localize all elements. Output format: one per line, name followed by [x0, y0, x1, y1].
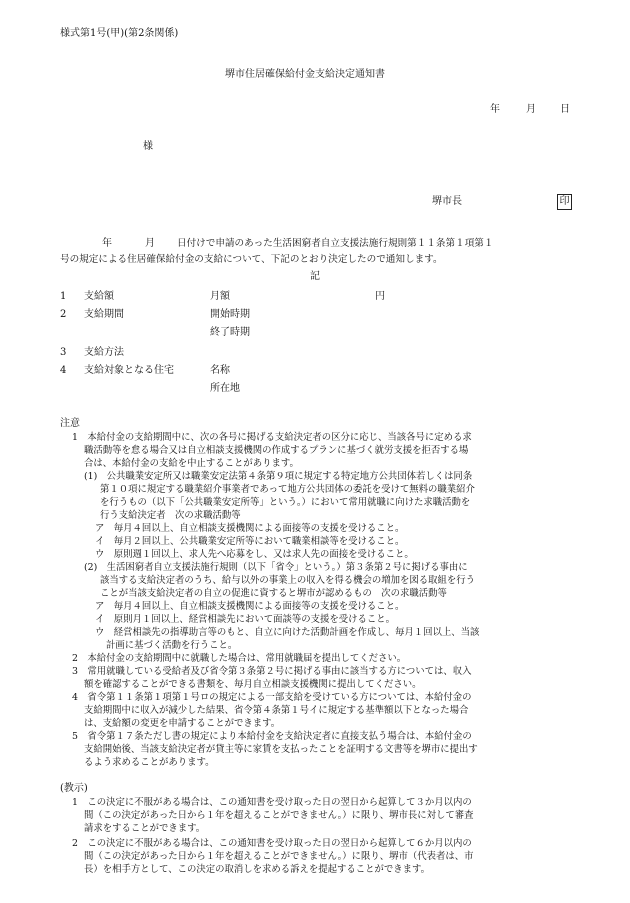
teaching-line: 1 この決定に不服がある場合は、この通知書を受け取った日の翌日から起算して３か月以内の [72, 797, 472, 808]
date-month: 月 [526, 104, 536, 115]
note-line: 額を確認することができる書類を、毎月自立相談支援機関に提出してください。 [84, 679, 422, 690]
item-label: 支給額 [84, 291, 114, 302]
item-label: 支給方法 [84, 347, 124, 358]
teaching-line: 間（この決定があった日から１年を超えることができません。）に限り、堺市長に対して審査 [84, 810, 474, 821]
note-line: 2 本給付金の支給期間中に就職した場合は、常用就職届を提出してください。 [72, 653, 407, 664]
note-line: るよう求めることがあります。 [84, 757, 215, 768]
note-line: 職活動等を怠る場合又は自立相談支援機関の作成するプランに基づく就労支援を拒否する場 [84, 445, 469, 456]
item-number: 4 [60, 365, 67, 376]
note-line: ア 毎月４回以上、自立相談支援機関による面接等の支援を受けること。 [95, 601, 405, 612]
note-line: 1 本給付金の支給期間中に、次の各号に掲げる支給決定者の区分に応じ、当該各号に定める求 [72, 432, 472, 443]
item-label: 支給期間 [84, 309, 124, 320]
note-line: 第１０項に規定する職業紹介事業者であって地方公共団体の委託を受けて無料の職業紹介 [100, 484, 475, 495]
intro-month: 月 [145, 238, 155, 249]
note-line: 計画に基づく活動を行うこと。 [106, 640, 238, 651]
item-yen: 円 [375, 291, 385, 302]
issuer: 堺市長 [432, 196, 462, 207]
note-line: 支給開始後、当該支給決定者が貸主等に家賃を支払ったことを証明する文書等を堺市に提出す [84, 744, 478, 755]
intro-line-1: 日付けで申請のあった生活困窮者自立支援法施行規則第１１条第１項第１ [177, 238, 494, 249]
note-line: は、支給額の変更を申請することができます。 [84, 718, 281, 729]
note-line: 合は、本給付金の支給を中止することがあります。 [84, 458, 299, 469]
intro-year: 年 [102, 238, 112, 249]
item-label: 支給対象となる住宅 [84, 365, 174, 376]
notes-heading: 注意 [60, 418, 80, 429]
item-number: 1 [60, 291, 67, 302]
note-line: ウ 経営相談先の指導助言等のもと、自立に向けた活動計画を作成し、毎月１回以上、当該 [95, 627, 480, 638]
note-line: 4 省令第１１条第１項第１号ロの規定による一部支給を受けている方については、本給付金の [72, 692, 472, 703]
item-value-2: 終了時期 [210, 327, 250, 338]
item-value: 月額 [210, 291, 230, 302]
note-line: ことが当該支給決定者の自立の促進に資すると堺市が認めるもの 次の求職活動等 [100, 588, 447, 599]
form-label: 様式第1号(甲)(第2条関係) [60, 28, 179, 39]
item-value: 開始時期 [210, 309, 250, 320]
addressee-suffix: 様 [143, 141, 153, 152]
note-line: ウ 原則週１回以上、求人先へ応募をし、又は求人先の面接を受けること。 [95, 549, 414, 560]
date-day: 日 [560, 104, 570, 115]
teaching-heading: (教示) [60, 783, 88, 794]
teaching-line: 2 この決定に不服がある場合は、この通知書を受け取った日の翌日から起算して６か月以内の [72, 838, 472, 849]
item-value-2: 所在地 [210, 383, 240, 394]
note-line: イ 原則月１回以上、経営相談先において面談等の支援を受けること。 [95, 614, 396, 625]
item-value: 名称 [210, 365, 230, 376]
item-number: 2 [60, 309, 67, 320]
note-line: (1) 公共職業安定所又は職業安定法第４条第９項に規定する特定地方公共団体若しくは同条 [84, 471, 473, 482]
note-line: 該当する支給決定者のうち、給与以外の事業上の収入を得る機会の増加を図る取組を行う [100, 575, 476, 586]
note-line: 行う支給決定者 次の求職活動等 [100, 510, 241, 521]
note-line: 3 常用就職している受給者及び省令第３条第２号に掲げる事由に該当する方については、収入 [72, 666, 472, 677]
item-number: 3 [60, 347, 67, 358]
note-line: を行うもの（以下「公共職業安定所等」という。）において常用就職に向けた求職活動を [100, 497, 471, 508]
teaching-line: 長）を相手方として、この決定の取消しを求める訴えを提起することができます。 [84, 864, 430, 875]
note-line: イ 毎月２回以上、公共職業安定所等において職業相談等を受けること。 [95, 536, 405, 547]
ki-marker: 記 [310, 271, 320, 282]
note-line: 支給期間中に収入が減少した結果、省令第４条第１号イに規定する基準額以下となった場合 [84, 705, 469, 716]
document-title: 堺市住居確保給付金支給決定通知書 [225, 69, 385, 80]
note-line: (2) 生活困窮者自立支援法施行規則（以下「省令」という。）第３条第２号に掲げる事由に [84, 562, 468, 573]
teaching-line: 間（この決定があった日から１年を超えることができません。）に限り、堺市（代表者は、市 [84, 851, 474, 862]
seal-stamp: 印 [557, 194, 572, 210]
note-line: ア 毎月４回以上、自立相談支援機関による面接等の支援を受けること。 [95, 523, 405, 534]
intro-line-2: 号の規定による住居確保給付金の支給について、下記のとおり決定したので通知します。 [60, 254, 443, 265]
note-line: 5 省令第１７条ただし書の規定により本給付金を支給決定者に直接支払う場合は、本給付金の [72, 731, 472, 742]
teaching-line: 請求をすることができます。 [84, 823, 206, 834]
date-year: 年 [490, 104, 500, 115]
